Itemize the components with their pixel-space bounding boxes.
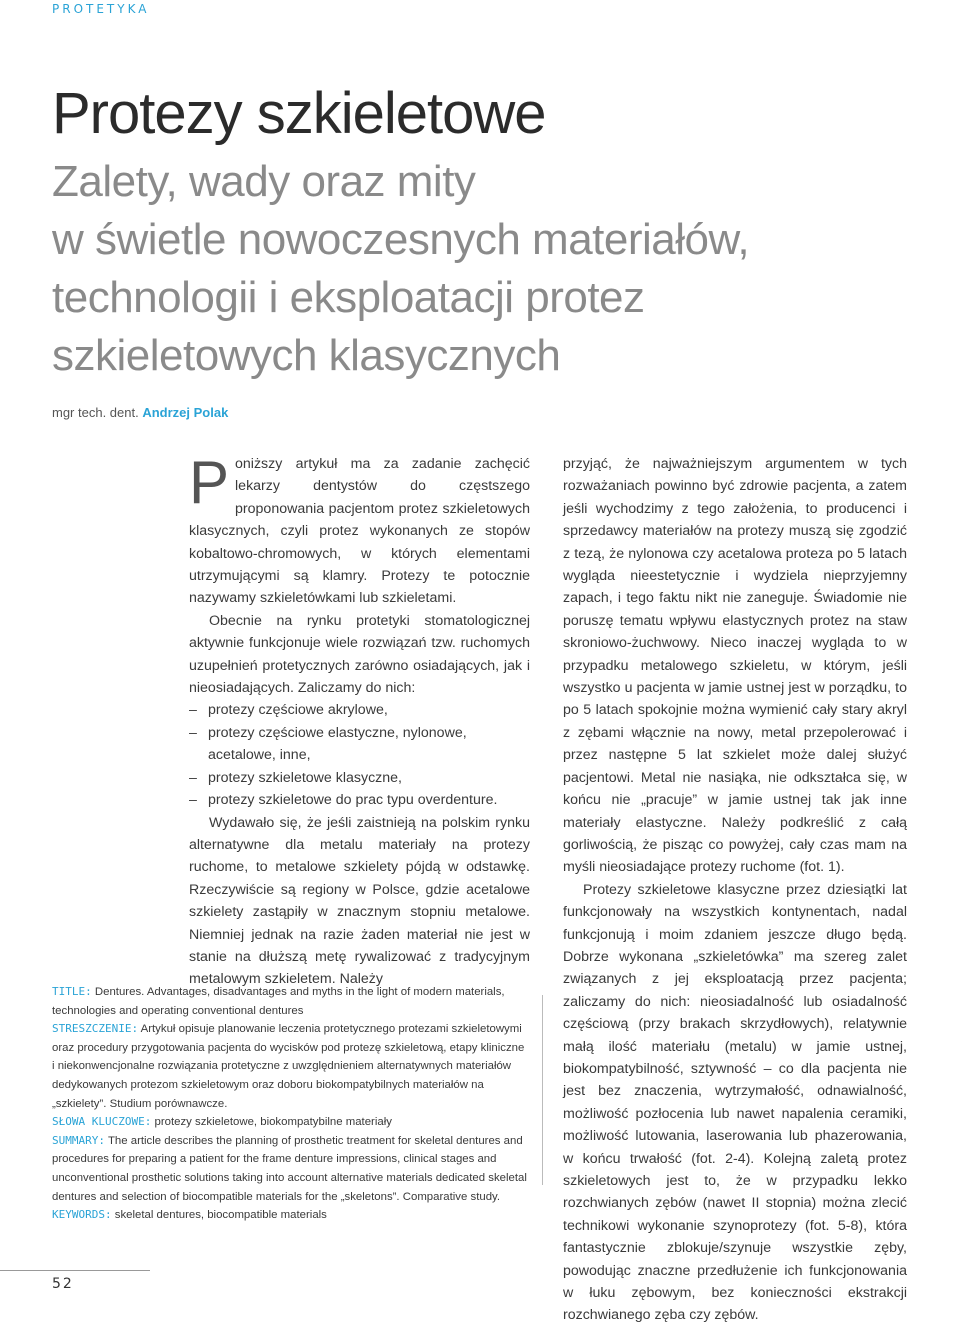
intro-text: oniższy artykuł ma za zadanie zachęcić lekarzy dentystów do częstszego proponowania pacjentom protez szkieletowych klasycznych, czyli protez wykonanych ze stopów kobaltowo-chromowych, w których elementami utrzymującymi są klamry. Protezy te potocznie nazywamy szkieletówkami lub szkieletami. xyxy=(189,456,530,607)
abstract-text: protezy szkieletowe, biokompatybilne materiały xyxy=(151,1116,392,1129)
abstract-streszczenie xyxy=(52,1020,530,1113)
abstract-slowa-kluczowe xyxy=(52,1113,530,1132)
footer-rule xyxy=(0,1270,150,1271)
abstract-key: SUMMARY: xyxy=(52,1133,105,1147)
abstract-box xyxy=(52,983,530,1225)
author-prefix: mgr tech. dent. xyxy=(52,405,143,420)
abstract-title xyxy=(52,983,530,1020)
body-paragraph: Wydawało się, że jeśli zaistnieją na polskim rynku alternatywne dla metalu materiały na protezy ruchome, to metalowe szkielety pójdą w odstawkę. Rzeczywiście są regiony w Polsce, gdzie acetalowe szkielety zastąpiły w znacznym stopniu metalowe. Niemniej jednak na razie żaden materiał nie jest w stanie na dłuższą metę rywalizować z tradycyjnym metalowym szkieletem. Należy xyxy=(189,814,530,988)
abstract-text: The article describes the planning of prosthetic treatment for skeletal dentures and procedures for preparing a patient for the frame denture impressions, clinical stages and unconventional prosthetic solutions taking into account alternative materials dedicated skeletal dentures and selection of biocompatible materials for the „skeletons”. Comparative study. xyxy=(52,1134,527,1203)
abstract-text: Artykuł opisuje planowanie leczenia protetycznego protezami szkieletowymi oraz procedury przygotowania pacjenta do wycisków pod protezę szkieletową, etapy kliniczne i niekonwencjonalne rozwiązania protetyczne z uwzględnieniem alternatywnych materiałów dedykowanych protezom szkieletowym oraz doboru biokompatybilnych materiałów na „szkielety”. Studium porównawcze. xyxy=(52,1023,525,1110)
denture-types-list xyxy=(189,699,530,811)
subtitle-line: Zalety, wady oraz mity xyxy=(52,157,476,206)
subtitle-line: w świetle nowoczesnych materiałów, xyxy=(52,215,750,264)
abstract-key: KEYWORDS: xyxy=(52,1208,112,1222)
body-paragraph: Obecnie na rynku protetyki stomatologicznej aktywnie funkcjonuje wiele rozwiązań tzw. ruchomych uzupełnień protetycznych zarówno osiadających, jak i nieosiadających. Zaliczamy do nich: xyxy=(189,612,530,697)
abstract-keywords xyxy=(52,1206,530,1225)
page-number: 52 xyxy=(52,1276,74,1292)
body-paragraph: przyjąć, że najważniejszym argumentem w tych rozważaniach powinno być zdrowie pacjenta, a zatem jeśli wychodzimy z tego założenia, to producenci i sprzedawcy materiałów na protezy muszą się zgodzić z tezą, że nylonowa czy acetalowa proteza po 5 latach wygląda nieestetycznie i wydziela nieprzyjemny zapach, i tego faktu nikt nie zaneguje. Świadomie nie poruszę tematu wpływu elastycznych protez na staw skroniowo-żuchwowy. Nieco inaczej wygląda to w przypadku metalowego szkieletu, w którym, jeśli wszystko u pacjenta w jamie ustnej jest w porządku, to po 5 latach spokojnie można wymienić cały stary akryl z zębami włącznie na nowy, metal przepolerować i przez następne 5 lat szkielet może dalej służyć pacjentowi. Metal nie nasiąka, nie odkształca się, w końcu nie „pracuje” w jamie ustnej tak jak inne materiały elastyczne. Należy podkreślić z całą gorliwością, że pisząc co powyżej, cały czas mam na myśli nieosiadające protezy ruchome (fot. 1). xyxy=(563,456,907,876)
list-item: – protezy częściowe akrylowe, xyxy=(189,699,530,721)
abstract-text: Dentures. Advantages, disadvantages and myths in the light of modern materials, technologies and operating conventional dentures xyxy=(52,986,505,1017)
article-title: Protezy szkieletowe xyxy=(52,81,546,146)
body-column-middle xyxy=(189,449,530,991)
abstract-key: STRESZCZENIE: xyxy=(52,1022,139,1036)
intro-paragraph xyxy=(189,449,530,610)
author-line xyxy=(52,405,228,420)
column-divider xyxy=(542,995,543,1185)
abstract-summary xyxy=(52,1132,530,1206)
drop-cap: P xyxy=(189,449,230,516)
subtitle-line: technologii i eksploatacji protez xyxy=(52,273,645,322)
abstract-key: SŁOWA KLUCZOWE: xyxy=(52,1115,152,1129)
body-paragraph: Protezy szkieletowe klasyczne przez dziesiątki lat funkcjonowały na wszystkich kontynentach, nadal funkcjonują i moim zdaniem jeszcze długo będą. Dobrze wykonana „szkieletówka” ma szereg zalet związanych z jej eksploatacją przez pacjenta; zaliczamy do nich: nieosiadalność lub osiadalność częściową (przy brakach skrzydłowych), relatywnie małą ilość materiału (metalu) w jamie ustnej, biokompatybilność, sztywność – co dla pacjenta nie jest bez znaczenia, wytrzymałość, odnawialność, możliwość pozłocenia lub nawet napalenia ceramiki, możliwość lutowania, laserowania lub phazerowania, w końcu trwałość (fot. 2-4). Kolejną zaletą protez szkieletowych jest to, że w przypadku lekko rozchwianych zębów (nawet II stopnia) można zlecić technikowi wykonanie szynoprotezy (fot. 5-8), która fantastycznie zblokuje/szynuje wszystkie zęby, powodując znaczne przedłużenie ich funkcjonowania w łuku zębowym, bez konieczności ekstrakcji rozchwianego zęba czy zębów. xyxy=(563,881,907,1324)
abstract-key: TITLE: xyxy=(52,985,92,998)
list-item: – protezy częściowe elastyczne, nylonowe, acetalowe, inne, xyxy=(189,722,530,767)
article-subtitle xyxy=(52,153,749,385)
author-name: Andrzej Polak xyxy=(142,405,229,420)
subtitle-line: szkieletowych klasycznych xyxy=(52,331,561,380)
body-column-right xyxy=(563,453,907,1327)
list-item: – protezy szkieletowe do prac typu overdenture. xyxy=(189,789,530,811)
abstract-text: skeletal dentures, biocompatible materials xyxy=(111,1209,327,1222)
section-label: PROTETYKA xyxy=(52,2,150,16)
list-item: – protezy szkieletowe klasyczne, xyxy=(189,767,530,789)
